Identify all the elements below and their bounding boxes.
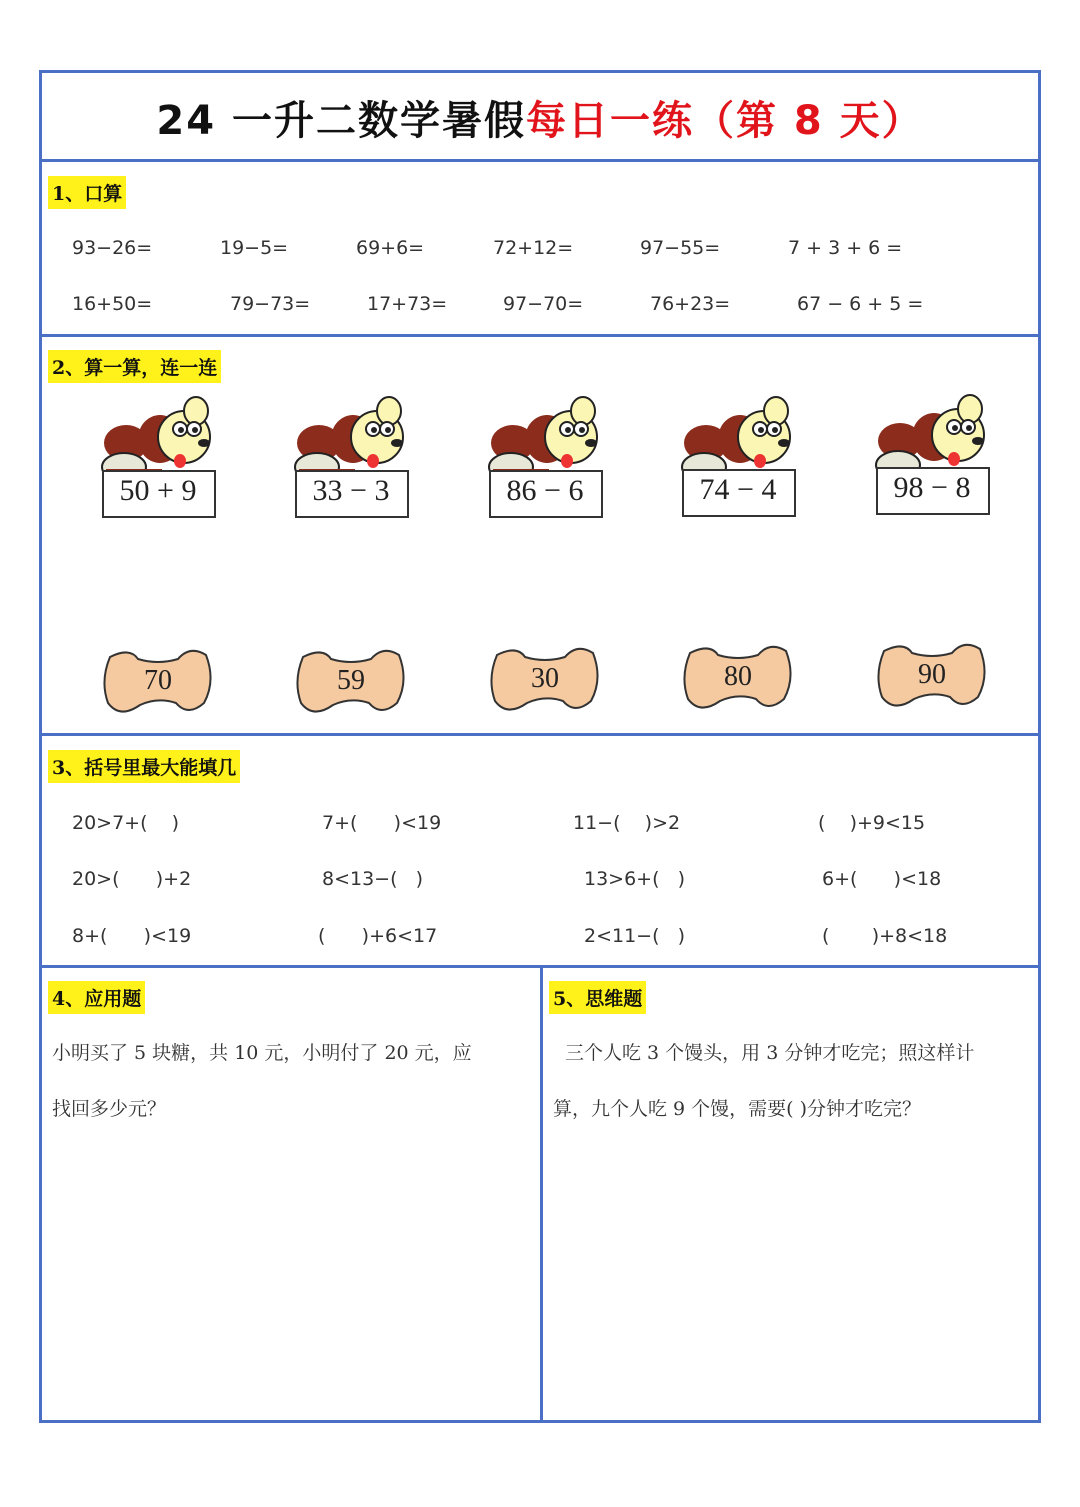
problem: 17+73=: [367, 293, 448, 315]
section-label-max-fill: 3、括号里最大能填几: [48, 750, 240, 783]
bone-number: 90: [918, 659, 946, 690]
problem: 76+23=: [650, 293, 731, 315]
section-label-thinking: 5、思维题: [549, 981, 646, 1014]
problem: 69+6=: [356, 237, 425, 259]
section-label-word-problem: 4、应用题: [48, 981, 145, 1014]
problem: 79−73=: [230, 293, 311, 315]
expression-label: 33 − 3: [312, 474, 390, 507]
problem: 16+50=: [72, 293, 153, 315]
bone-number: 30: [531, 663, 559, 694]
problem: 19−5=: [220, 237, 289, 259]
inequality: 13>6+( ): [584, 868, 686, 890]
thinking-problem-text: [553, 1025, 1038, 1137]
divider: [42, 159, 1038, 162]
problem: 72+12=: [493, 237, 574, 259]
problem: 93−26=: [72, 237, 153, 259]
inequality: 8+( )<19: [72, 925, 192, 947]
inequality: 6+( )<18: [822, 868, 942, 890]
inequality: ( )+9<15: [818, 812, 926, 834]
bone-number: 59: [337, 665, 365, 696]
inequality: 7+( )<19: [322, 812, 442, 834]
thinking-problem-line: 算，九个人吃 9 个馒，需要( )分钟才吃完？: [553, 1098, 922, 1120]
bone-number: 70: [144, 665, 172, 696]
inequality: 20>( )+2: [72, 868, 192, 890]
inequality: 8<13−( ): [322, 868, 424, 890]
word-problem-line: 找回多少元？: [52, 1098, 167, 1120]
problem: 97−70=: [503, 293, 584, 315]
bone-number: 80: [724, 661, 752, 692]
expression-label: 50 + 9: [119, 474, 197, 507]
worksheet: [39, 70, 1041, 1423]
inequality: 2<11−( ): [584, 925, 686, 947]
page-title: 24 一升二数学暑假每日一练（第 8 天）: [156, 98, 924, 144]
inequality: ( )+6<17: [318, 925, 438, 947]
divider: [42, 334, 1038, 337]
problem: 7 + 3 + 6 =: [788, 237, 903, 259]
divider: [42, 733, 1038, 736]
section-label-mental-math: 1、口算: [48, 176, 126, 209]
word-problem-line: 小明买了 5 块糖，共 10 元，小明付了 20 元，应: [52, 1042, 472, 1064]
divider: [540, 966, 543, 1420]
inequality: 20>7+( ): [72, 812, 180, 834]
thinking-problem-line: 三个人吃 3 个馒头，用 3 分钟才吃完；照这样计: [565, 1042, 975, 1064]
expression-label: 86 − 6: [506, 474, 584, 507]
expression-label: 98 − 8: [893, 471, 971, 504]
expression-label: 74 − 4: [699, 473, 777, 506]
word-problem-text: [52, 1025, 537, 1137]
inequality: ( )+8<18: [822, 925, 948, 947]
problem: 97−55=: [640, 237, 721, 259]
section-label-calc-connect: 2、算一算，连一连: [48, 350, 221, 383]
inequality: 11−( )>2: [573, 812, 681, 834]
problem: 67 − 6 + 5 =: [797, 293, 924, 315]
